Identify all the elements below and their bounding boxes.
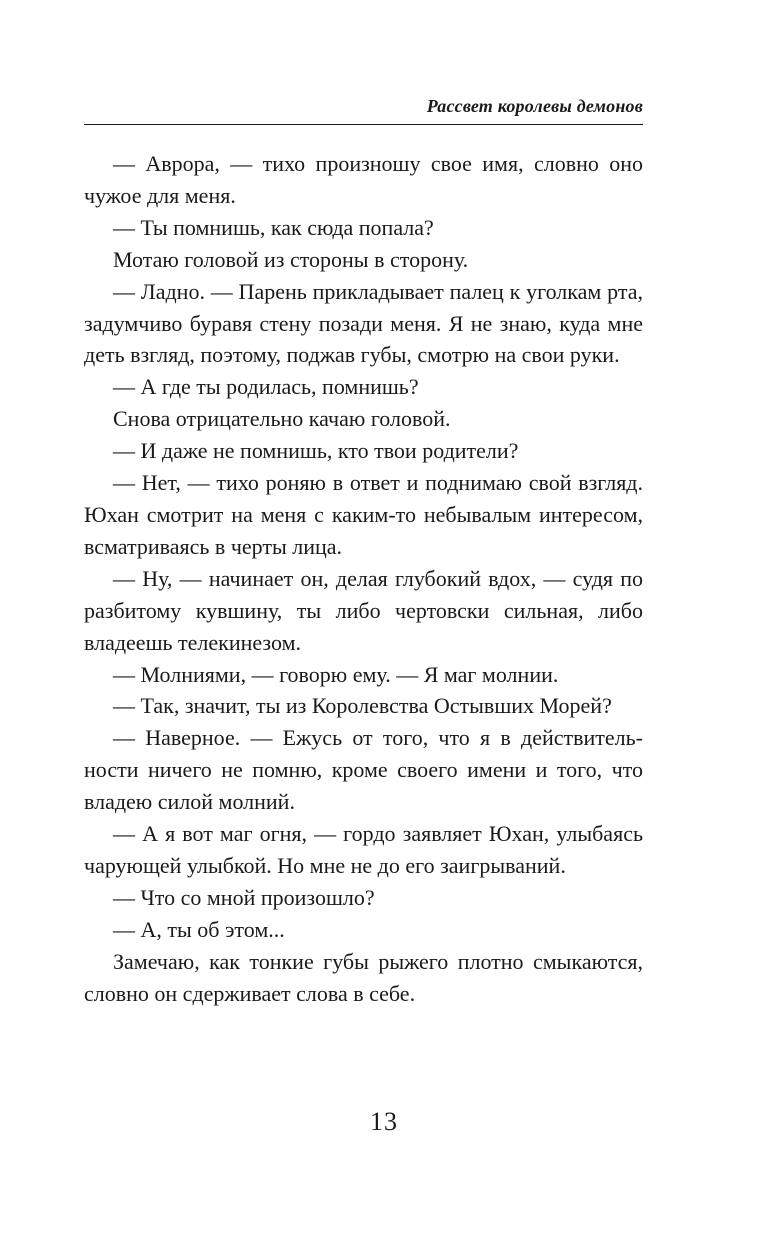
paragraph: — Молниями, — говорю ему. — Я маг молнии.: [113, 661, 559, 687]
paragraph: Снова отрицательно качаю головой.: [113, 406, 451, 432]
paragraph: — А где ты родилась, помнишь?: [113, 374, 419, 400]
paragraph: Мотаю головой из стороны в сторону.: [113, 246, 469, 272]
paragraph: — Что со мной произошло?: [113, 884, 375, 910]
body-text: [84, 148, 643, 1009]
paragraph: — А я вот маг огня, — гордо заявляет Юхан, улыбаясь чарующей улыбкой. Но мне не до его заигрываний.: [84, 821, 643, 878]
paragraph: — Так, значит, ты из Королевства Остывших Морей?: [113, 693, 612, 719]
paragraph: — И даже не помнишь, кто твои родители?: [113, 438, 519, 464]
paragraph: — Нет, — тихо роняю в ответ и поднимаю свой взгляд. Юхан смотрит на меня с каким-то небывалым интересом, всматриваясь в черты лица.: [84, 470, 643, 559]
paragraph: — Ты помнишь, как сюда попала?: [113, 214, 434, 240]
paragraph: — А, ты об этом...: [113, 916, 285, 942]
header-rule: [84, 124, 643, 125]
paragraph: Замечаю, как тонкие губы рыжего плотно смыкаются, словно он сдерживает слова в себе.: [84, 948, 643, 1006]
page-number: 13: [370, 1107, 398, 1136]
running-title: Рассвет королевы демонов: [426, 96, 643, 116]
paragraph: — Аврора, — тихо произношу свое имя, словно оно чужое для меня.: [84, 151, 643, 208]
paragraph: — Ну, — начинает он, делая глубокий вдох, — судя по разбитому кувшину, ты либо чертовски сильная, либо владеешь телекинезом.: [84, 565, 643, 655]
paragraph: — Ладно. — Парень прикладывает палец к уголкам рта, задумчиво буравя стену позади меня. Я не знаю, куда мне деть взгляд, поэтому, поджав губы, смотрю на свои руки.: [84, 278, 643, 368]
paragraph: — Наверное. — Ежусь от того, что я в действительности ничего не помню, кроме своего имени и того, что владею силой молний.: [84, 725, 643, 815]
